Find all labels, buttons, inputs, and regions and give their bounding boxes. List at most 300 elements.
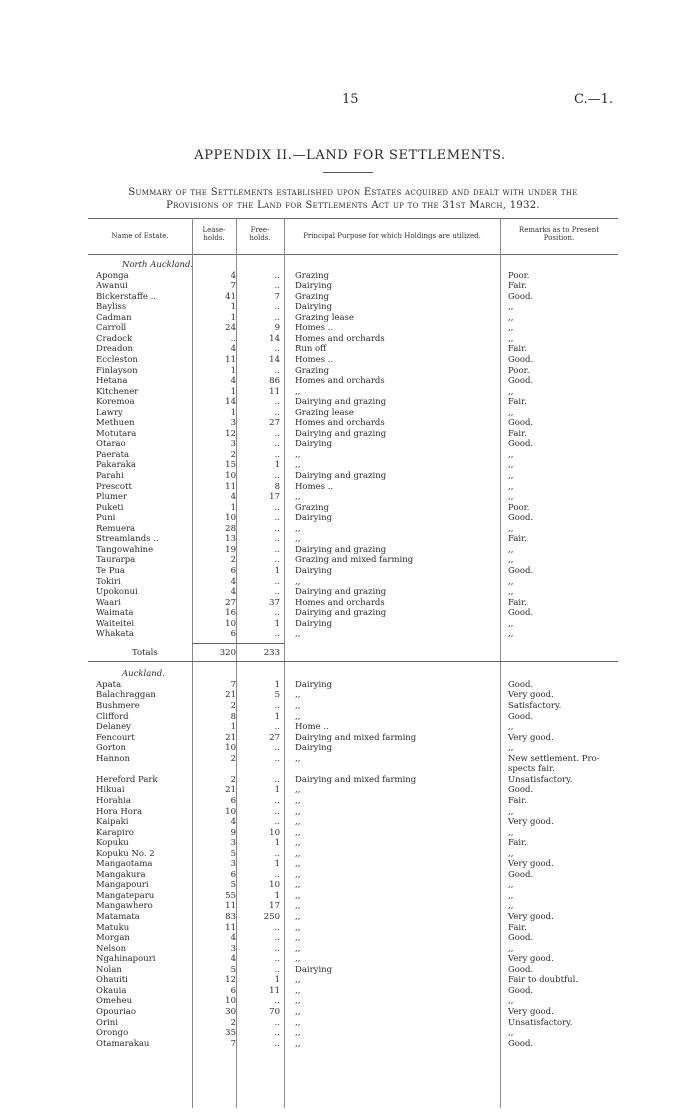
estate-name: Kaipaki <box>96 817 129 828</box>
estate-name: Pakaraka <box>96 460 136 471</box>
estate-name: Awanui <box>96 281 128 292</box>
leaseholds-value: 3 <box>230 859 236 870</box>
remark-value: ,, <box>508 1028 514 1039</box>
purpose-value: Dairying <box>295 439 333 450</box>
purpose-value: ,, <box>295 1006 301 1017</box>
remark-value: ,, <box>508 460 514 471</box>
purpose-value: Grazing lease <box>295 407 354 418</box>
leaseholds-value: 3 <box>230 838 236 849</box>
remark-value: ,, <box>508 618 514 629</box>
column-divider <box>284 218 285 1108</box>
column-header-remarks: Remarks as to Present Position. <box>518 226 600 242</box>
remark-value: Poor. <box>508 270 530 281</box>
purpose-value: ,, <box>295 912 301 922</box>
estate-name: Fencourt <box>96 732 135 743</box>
remark-value: Good. <box>508 418 534 429</box>
estate-name: Paerata <box>96 449 130 460</box>
leaseholds-value: 4 <box>230 933 236 944</box>
remark-value: Satisfactory. <box>508 701 562 711</box>
leaseholds-value: 83 <box>225 912 236 922</box>
purpose-value: ,, <box>295 701 301 711</box>
freeholds-value: .. <box>274 806 280 817</box>
purpose-value: Dairying and grazing <box>295 471 387 481</box>
freeholds-value: .. <box>274 743 280 754</box>
estate-name: Okauia <box>96 985 127 996</box>
column-header-leaseholds: Lease- holds. <box>202 226 226 242</box>
purpose-value: ,, <box>295 806 301 817</box>
remark-value: ,, <box>508 471 514 481</box>
estate-name: Streamlands .. <box>96 534 159 545</box>
leaseholds-value: 10 <box>225 806 236 817</box>
purpose-value: ,, <box>295 534 301 545</box>
remark-value: Good. <box>508 354 534 365</box>
purpose-value: Dairying and grazing <box>295 544 387 555</box>
estate-name: Hetana <box>96 376 128 387</box>
estate-name: Horahia <box>96 795 131 806</box>
remark-value: Very good. <box>508 817 554 828</box>
remark-value: Good. <box>508 513 534 524</box>
purpose-value: Dairying <box>295 281 333 292</box>
freeholds-value: 17 <box>269 901 280 912</box>
freeholds-value: .. <box>274 471 280 481</box>
estate-name: Matuku <box>96 922 130 933</box>
title-rule <box>323 172 373 173</box>
column-header-name: Name of Estate. <box>111 232 169 240</box>
freeholds-value: .. <box>274 608 280 619</box>
remark-value: Very good. <box>508 1006 554 1017</box>
purpose-value: ,, <box>295 576 301 587</box>
totals-freeholds: 233 <box>263 647 280 658</box>
remark-value: ,, <box>508 890 514 901</box>
freeholds-value: .. <box>274 439 280 450</box>
leaseholds-value: 28 <box>225 523 236 534</box>
estate-name: Plumer <box>96 492 128 503</box>
freeholds-value: 1 <box>274 711 280 722</box>
freeholds-value: .. <box>274 449 280 460</box>
freeholds-value: .. <box>274 701 280 711</box>
leaseholds-value: 1 <box>230 502 236 513</box>
estate-name: Whakata <box>96 629 134 640</box>
freeholds-value: .. <box>274 1028 280 1039</box>
remark-value: ,, <box>508 743 514 754</box>
leaseholds-value: 1 <box>230 365 236 376</box>
remark-value: Poor. <box>508 502 530 513</box>
freeholds-value: .. <box>274 523 280 534</box>
freeholds-value: 1 <box>274 565 280 576</box>
estate-name: Kitchener <box>96 386 139 397</box>
column-divider <box>192 218 193 1108</box>
freeholds-value: 86 <box>269 376 280 387</box>
estate-name: Te Pua <box>96 565 126 576</box>
remark-value: Good. <box>508 291 534 302</box>
estate-name: Lawry <box>96 407 123 418</box>
leaseholds-value: 2 <box>230 1017 236 1028</box>
leaseholds-value: 6 <box>230 565 236 576</box>
freeholds-value: .. <box>274 753 280 764</box>
estate-name: Cradock <box>96 333 133 344</box>
leaseholds-value: 4 <box>230 344 236 355</box>
purpose-value: Grazing and mixed farming <box>295 555 414 566</box>
estate-name: Otamarakau <box>96 1038 150 1049</box>
purpose-value: Dairying and mixed farming <box>295 774 417 785</box>
freeholds-value: .. <box>274 397 280 408</box>
purpose-value: ,, <box>295 901 301 912</box>
estate-name: Tangowahine <box>96 544 154 555</box>
freeholds-value: 1 <box>274 785 280 796</box>
remark-value: ,, <box>508 943 514 954</box>
remark-value: ,, <box>508 629 514 640</box>
purpose-value: ,, <box>295 890 301 901</box>
estate-name: Bickerstaffe .. <box>96 291 156 302</box>
leaseholds-value: 3 <box>230 943 236 954</box>
freeholds-value: 9 <box>274 323 280 334</box>
freeholds-value: .. <box>274 795 280 806</box>
purpose-value: ,, <box>295 795 301 806</box>
leaseholds-value: 4 <box>230 270 236 281</box>
estate-name: Waiteitei <box>96 618 135 629</box>
totals-bottom-rule <box>88 661 618 662</box>
leaseholds-value: 7 <box>230 281 236 292</box>
leaseholds-value: 11 <box>225 901 236 912</box>
leaseholds-value: 3 <box>230 439 236 450</box>
purpose-value: ,, <box>295 838 301 849</box>
remark-value: ,, <box>508 901 514 912</box>
leaseholds-value: 11 <box>225 481 236 492</box>
page-number: 15 <box>342 92 359 107</box>
subtitle-line-1: Summary of the Settlements established upon Estates acquired and dealt with under the <box>128 187 578 198</box>
remark-value: ,, <box>508 544 514 555</box>
leaseholds-value: 27 <box>225 597 236 608</box>
purpose-value: Grazing lease <box>295 312 354 323</box>
settlements-table <box>88 218 618 1108</box>
estate-name: Motutara <box>96 428 137 439</box>
remark-value: Very good. <box>508 859 554 870</box>
freeholds-value: 1 <box>274 975 280 986</box>
estate-name: Gorton <box>96 743 126 754</box>
freeholds-value: 1 <box>274 679 280 690</box>
freeholds-value: .. <box>274 629 280 640</box>
remark-value: Good. <box>508 785 534 796</box>
purpose-value: Homes and orchards <box>295 333 385 344</box>
estate-name: Remuera <box>96 523 136 534</box>
estate-name: Nolan <box>96 964 122 975</box>
column-divider <box>500 218 501 1108</box>
purpose-value: Homes and orchards <box>295 376 385 387</box>
freeholds-value: 1 <box>274 890 280 901</box>
leaseholds-value: 4 <box>230 817 236 828</box>
estate-name: Balachraggan <box>96 690 156 701</box>
remark-value: New settlement. Pro- spects fair. <box>508 753 600 774</box>
remark-value: ,, <box>508 333 514 344</box>
estate-name: Puni <box>96 513 116 524</box>
remark-value: ,, <box>508 722 514 733</box>
estate-name: Finlayson <box>96 365 138 376</box>
leaseholds-value: 6 <box>230 795 236 806</box>
remark-value: Good. <box>508 711 534 722</box>
freeholds-value: .. <box>274 281 280 292</box>
purpose-value: ,, <box>295 817 301 828</box>
freeholds-value: 14 <box>269 333 280 344</box>
remark-value: Good. <box>508 608 534 619</box>
remark-value: Fair. <box>508 795 527 806</box>
section-heading: North Auckland. <box>122 260 194 270</box>
estate-name: Morgan <box>96 933 130 944</box>
purpose-value: ,, <box>295 859 301 870</box>
estate-name: Ohauiti <box>96 975 128 986</box>
subtitle <box>88 186 618 212</box>
leaseholds-value: 21 <box>225 732 236 743</box>
purpose-value: ,, <box>295 492 301 503</box>
leaseholds-value: 2 <box>230 555 236 566</box>
remark-value: Fair. <box>508 428 527 439</box>
purpose-value: ,, <box>295 869 301 880</box>
estate-name: Waari <box>96 597 121 608</box>
estate-name: Mangakura <box>96 869 146 880</box>
leaseholds-value: 55 <box>225 890 236 901</box>
leaseholds-value: 2 <box>230 701 236 711</box>
purpose-value: ,, <box>295 975 301 986</box>
remark-value: Fair to doubtful. <box>508 975 579 986</box>
leaseholds-value: 1 <box>230 386 236 397</box>
leaseholds-value: 5 <box>230 848 236 859</box>
estate-name: Tokiri <box>96 576 121 587</box>
purpose-value: Dairying <box>295 618 333 629</box>
leaseholds-value: 13 <box>225 534 236 545</box>
purpose-value: ,, <box>295 922 301 933</box>
table-top-rule <box>88 218 618 219</box>
remark-value: Fair. <box>508 344 527 355</box>
remark-value: ,, <box>508 492 514 503</box>
leaseholds-value: .. <box>230 333 236 344</box>
remark-value: Unsatisfactory. <box>508 1017 573 1028</box>
estate-name: Methuen <box>96 418 135 429</box>
remark-value: Fair. <box>508 281 527 292</box>
remark-value: ,, <box>508 481 514 492</box>
purpose-value: Dairying and grazing <box>295 608 387 619</box>
purpose-value: Dairying <box>295 743 333 754</box>
leaseholds-value: 7 <box>230 679 236 690</box>
remark-value: Unsatisfactory. <box>508 774 573 785</box>
remark-value: ,, <box>508 576 514 587</box>
purpose-value: ,, <box>295 460 301 471</box>
freeholds-value: 27 <box>269 418 280 429</box>
estate-name: Hora Hora <box>96 806 143 817</box>
leaseholds-value: 4 <box>230 587 236 598</box>
purpose-value: ,, <box>295 1017 301 1028</box>
purpose-value: ,, <box>295 954 301 965</box>
remark-value: Good. <box>508 985 534 996</box>
freeholds-value: .. <box>274 1038 280 1049</box>
estate-name: Taurarpa <box>96 555 136 566</box>
leaseholds-value: 6 <box>230 985 236 996</box>
purpose-value: Home .. <box>295 722 329 733</box>
remark-value: Very good. <box>508 912 554 922</box>
purpose-value: ,, <box>295 827 301 838</box>
freeholds-value: .. <box>274 270 280 281</box>
section-heading: Auckland. <box>122 669 165 680</box>
remark-value: ,, <box>508 848 514 859</box>
remark-value: Fair. <box>508 922 527 933</box>
freeholds-value: .. <box>274 722 280 733</box>
remark-value: Fair. <box>508 597 527 608</box>
freeholds-value: 14 <box>269 354 280 365</box>
estate-name: Omeheu <box>96 996 133 1007</box>
remark-value: ,, <box>508 302 514 313</box>
purpose-value: Homes .. <box>295 481 334 492</box>
remark-value: Very good. <box>508 954 554 965</box>
estate-name: Apata <box>96 679 122 690</box>
freeholds-value: .. <box>274 954 280 965</box>
freeholds-value: 70 <box>269 1006 280 1017</box>
remark-value: ,, <box>508 827 514 838</box>
leaseholds-value: 6 <box>230 629 236 640</box>
leaseholds-value: 1 <box>230 722 236 733</box>
column-divider <box>236 218 237 1108</box>
purpose-value: Dairying and grazing <box>295 397 387 408</box>
remark-value: Fair. <box>508 534 527 545</box>
remark-value: ,, <box>508 323 514 334</box>
leaseholds-value: 2 <box>230 774 236 785</box>
freeholds-value: .. <box>274 817 280 828</box>
leaseholds-value: 5 <box>230 880 236 891</box>
purpose-value: ,, <box>295 1038 301 1049</box>
freeholds-value: 10 <box>269 880 280 891</box>
leaseholds-value: 11 <box>225 354 236 365</box>
purpose-value: Dairying <box>295 679 333 690</box>
remark-value: Good. <box>508 1038 534 1049</box>
purpose-value: Run off <box>295 344 327 355</box>
purpose-value: ,, <box>295 386 301 397</box>
estate-name: Puketi <box>96 502 124 513</box>
freeholds-value: .. <box>274 848 280 859</box>
purpose-value: Dairying and grazing <box>295 428 387 439</box>
remark-value: ,, <box>508 806 514 817</box>
freeholds-value: .. <box>274 943 280 954</box>
estate-name: Hannon <box>96 753 131 764</box>
estate-name: Aponga <box>96 270 129 281</box>
totals-rule <box>192 643 284 644</box>
estate-name: Eccleston <box>96 354 138 365</box>
estate-name: Mangaotama <box>96 859 153 870</box>
remark-value: ,, <box>508 587 514 598</box>
remark-value: Good. <box>508 933 534 944</box>
leaseholds-value: 10 <box>225 471 236 481</box>
freeholds-value: .. <box>274 534 280 545</box>
leaseholds-value: 21 <box>225 690 236 701</box>
leaseholds-value: 4 <box>230 954 236 965</box>
remark-value: ,, <box>508 996 514 1007</box>
estate-name: Hereford Park <box>96 774 158 785</box>
purpose-value: Dairying <box>295 513 333 524</box>
remark-value: Fair. <box>508 838 527 849</box>
purpose-value: Grazing <box>295 291 330 302</box>
remark-value: ,, <box>508 407 514 418</box>
estate-name: Otarao <box>96 439 126 450</box>
leaseholds-value: 9 <box>230 827 236 838</box>
estate-name: Mangawhero <box>96 901 153 912</box>
freeholds-value: 1 <box>274 838 280 849</box>
totals-leaseholds: 320 <box>219 647 236 658</box>
freeholds-value: .. <box>274 544 280 555</box>
estate-name: Orongo <box>96 1028 129 1039</box>
leaseholds-value: 30 <box>225 1006 236 1017</box>
freeholds-value: 250 <box>263 912 280 922</box>
leaseholds-value: 2 <box>230 753 236 764</box>
freeholds-value: 1 <box>274 859 280 870</box>
leaseholds-value: 10 <box>225 513 236 524</box>
estate-name: Upokonui <box>96 587 138 598</box>
freeholds-value: 7 <box>274 291 280 302</box>
leaseholds-value: 4 <box>230 376 236 387</box>
estate-name: Clifford <box>96 711 129 722</box>
estate-name: Mangateparu <box>96 890 155 901</box>
remark-value: Very good. <box>508 732 554 743</box>
freeholds-value: 10 <box>269 827 280 838</box>
subtitle-line-2: Provisions of the Land for Settlements Act up to the 31st March, 1932. <box>166 200 540 211</box>
estate-name: Parahi <box>96 471 124 481</box>
remark-value: ,, <box>508 312 514 323</box>
purpose-value: Dairying <box>295 565 333 576</box>
leaseholds-value: 7 <box>230 1038 236 1049</box>
freeholds-value: .. <box>274 774 280 785</box>
purpose-value: ,, <box>295 985 301 996</box>
estate-name: Dreadon <box>96 344 134 355</box>
leaseholds-value: 1 <box>230 407 236 418</box>
purpose-value: Homes and orchards <box>295 418 385 429</box>
freeholds-value: .. <box>274 428 280 439</box>
page-title: APPENDIX II.—LAND FOR SETTLEMENTS. <box>194 148 506 163</box>
freeholds-value: .. <box>274 922 280 933</box>
freeholds-value: .. <box>274 576 280 587</box>
freeholds-value: .. <box>274 502 280 513</box>
freeholds-value: .. <box>274 407 280 418</box>
column-header-freeholds: Free- holds. <box>249 226 271 242</box>
leaseholds-value: 11 <box>225 922 236 933</box>
freeholds-value: .. <box>274 365 280 376</box>
freeholds-value: .. <box>274 869 280 880</box>
remark-value: Good. <box>508 565 534 576</box>
freeholds-value: 1 <box>274 618 280 629</box>
remark-value: ,, <box>508 523 514 534</box>
remark-value: ,, <box>508 386 514 397</box>
estate-name: Ngahinapouri <box>96 954 156 965</box>
estate-name: Bushmere <box>96 701 140 711</box>
purpose-value: Homes .. <box>295 323 334 334</box>
estate-name: Kopuku No. 2 <box>96 848 155 859</box>
leaseholds-value: 8 <box>230 711 236 722</box>
estate-name: Nelson <box>96 943 127 954</box>
estate-name: Hikuai <box>96 785 125 796</box>
purpose-value: Grazing <box>295 502 330 513</box>
leaseholds-value: 14 <box>225 397 236 408</box>
leaseholds-value: 12 <box>225 975 236 986</box>
estate-name: Mangapouri <box>96 880 149 891</box>
estate-name: Waimata <box>96 608 134 619</box>
estate-name: Carroll <box>96 323 127 334</box>
estate-name: Matamata <box>96 912 140 922</box>
freeholds-value: .. <box>274 587 280 598</box>
purpose-value: Grazing <box>295 270 330 281</box>
header-bottom-rule <box>88 254 618 255</box>
purpose-value: Dairying <box>295 302 333 313</box>
remark-value: Poor. <box>508 365 530 376</box>
purpose-value: ,, <box>295 933 301 944</box>
purpose-value: ,, <box>295 449 301 460</box>
leaseholds-value: 1 <box>230 312 236 323</box>
purpose-value: ,, <box>295 753 301 764</box>
purpose-value: Dairying and mixed farming <box>295 732 417 743</box>
leaseholds-value: 4 <box>230 492 236 503</box>
